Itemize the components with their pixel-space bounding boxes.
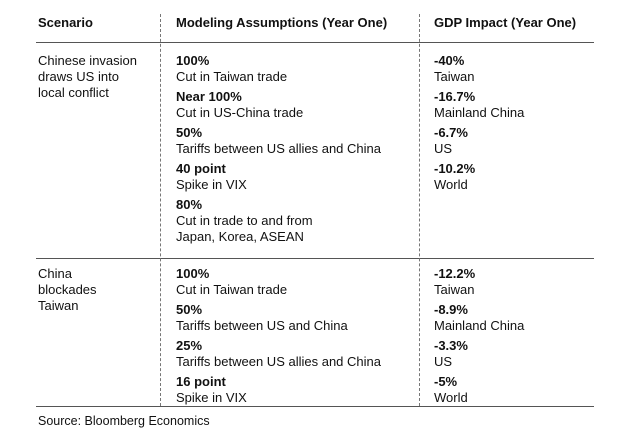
column-separator-2: [419, 14, 421, 406]
source-note: Source: Bloomberg Economics: [38, 414, 210, 428]
header-scenario: Scenario: [38, 15, 93, 30]
header-assumptions: Modeling Assumptions (Year One): [176, 15, 388, 30]
scenario-2-assumption-4: 16 point Spike in VIX: [176, 374, 247, 405]
scenario-1-assumption-1: 100% Cut in Taiwan trade: [176, 53, 288, 84]
scenario-1-gdp-world: -10.2% World: [434, 161, 476, 192]
header-gdp: GDP Impact (Year One): [434, 15, 577, 30]
scenario-1-assumption-4: 40 point Spike in VIX: [176, 161, 247, 192]
scenario-1-gdp-china: -16.7% Mainland China: [434, 89, 525, 120]
scenario-1-assumption-2: Near 100% Cut in US-China trade: [176, 89, 304, 120]
scenario-2-gdp-world: -5% World: [434, 374, 468, 405]
row-divider: [36, 258, 594, 259]
scenario-1-gdp-us: -6.7% US: [434, 125, 468, 156]
table-bottom-rule: [36, 406, 594, 407]
scenario-2-assumption-3: 25% Tariffs between US allies and China: [176, 338, 381, 369]
scenario-2-assumption-1: 100% Cut in Taiwan trade: [176, 266, 288, 297]
scenario-2-gdp-us: -3.3% US: [434, 338, 468, 369]
scenario-1-assumption-5: 80% Cut in trade to and from Japan, Korea, ASEAN: [176, 197, 313, 244]
scenario-2-gdp-taiwan: -12.2% Taiwan: [434, 266, 476, 297]
scenario-2-gdp-china: -8.9% Mainland China: [434, 302, 525, 333]
scenario-2-assumption-2: 50% Tariffs between US and China: [176, 302, 348, 333]
scenario-1-gdp-taiwan: -40% Taiwan: [434, 53, 475, 84]
scenario-1-assumption-3: 50% Tariffs between US allies and China: [176, 125, 381, 156]
column-separator-1: [160, 14, 162, 406]
scenario-2-name: China blockades Taiwan: [38, 266, 97, 313]
scenario-1-name: Chinese invasion draws US into local conflict: [38, 53, 138, 100]
header-divider: [36, 42, 594, 43]
